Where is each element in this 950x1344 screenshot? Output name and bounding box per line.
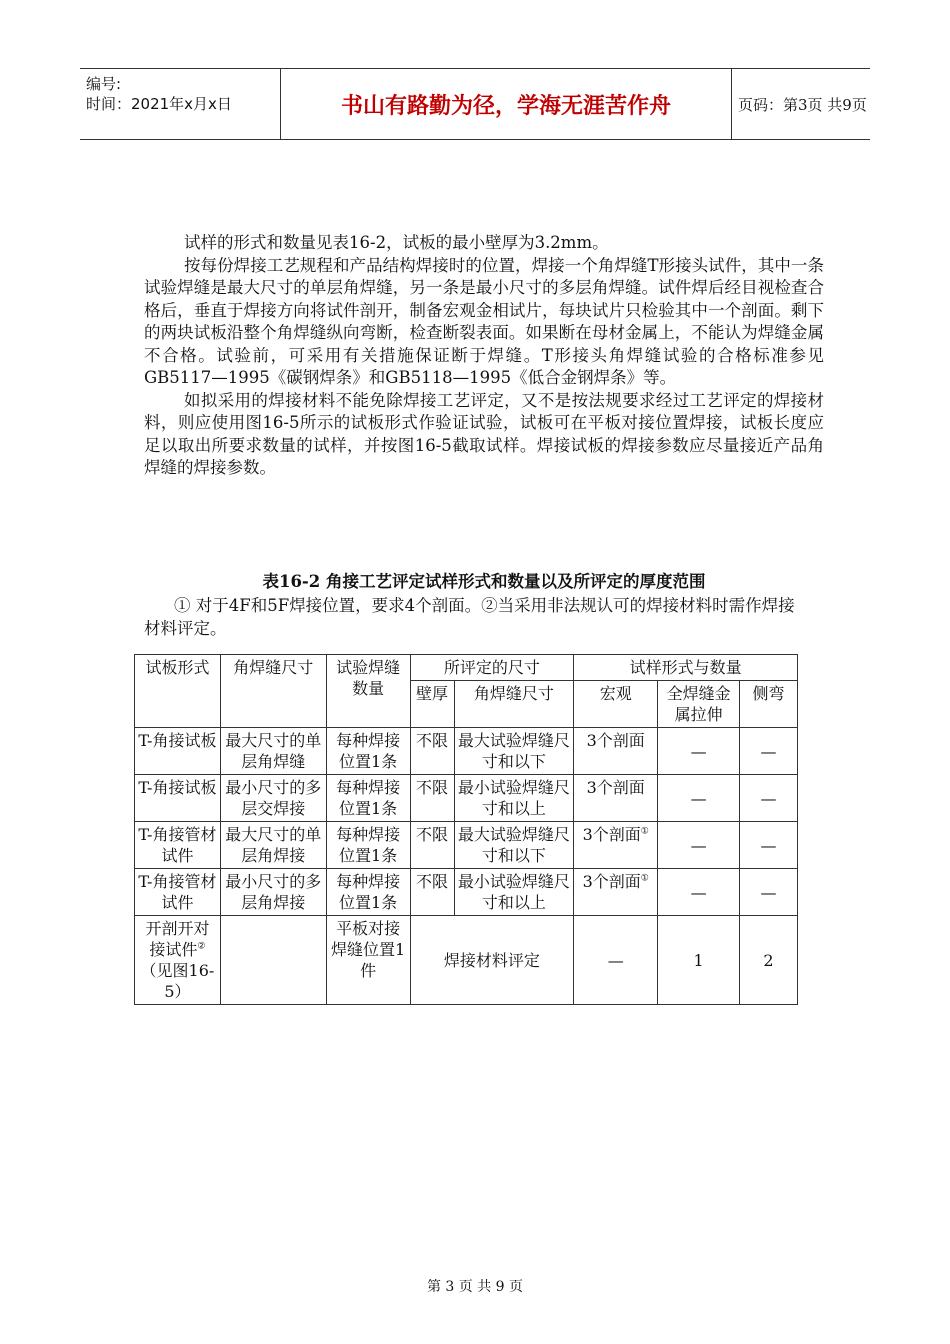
cell-count: 每种焊接位置1条 xyxy=(326,775,410,822)
cell-tensile: — xyxy=(658,869,740,916)
paragraph-2: 按每份焊接工艺规程和产品结构焊接时的位置，焊接一个角焊缝T形接头试件，其中一条试验焊缝是最大尺寸的单层角焊缝，另一条是最小尺寸的多层角焊缝。试件焊后经目视检查合格后，垂直于焊接方向将试件剖开，制备宏观金相试片，每块试片只检验其中一个剖面。剩下的两块试板沿整个角焊缝纵向弯断，检查断裂表面。如果断在母材金属上，不能认为焊缝金属不合格。试验前，可采用有关措施保证断于焊缝。T形接头角焊缝试验的合格标准参见GB5117—1995《碳钢焊条》和GB5118—1995《低合金钢焊条》等。 xyxy=(144,255,824,387)
cell-bend: 2 xyxy=(740,916,798,1005)
cell-macro xyxy=(574,822,658,869)
cell-tensile: — xyxy=(658,728,740,775)
table-row xyxy=(135,869,798,916)
macro-text: 3个剖面 xyxy=(582,825,641,844)
cell-form: T-角接管材试件 xyxy=(135,822,221,869)
macro-text: 3个剖面 xyxy=(586,778,645,797)
cell-fillet: 最小试验焊缝尺寸和以上 xyxy=(454,869,574,916)
header-fillet-size-sub: 角焊缝尺寸 xyxy=(454,681,574,728)
cell-form: T-角接试板 xyxy=(135,728,221,775)
cell-size: 最大尺寸的单层角焊缝 xyxy=(220,728,326,775)
cell-fillet: 最大试验焊缝尺寸和以下 xyxy=(454,822,574,869)
form-text: 开剖开对接试件 xyxy=(145,919,210,959)
table-title: 表16-2 角接工艺评定试样形式和数量以及所评定的厚度范围 xyxy=(262,572,706,591)
page-header xyxy=(80,68,870,140)
macro-footnote: ① xyxy=(640,873,649,884)
cell-wall: 不限 xyxy=(410,775,454,822)
table-notes: ① 对于4F和5F焊接位置，要求4个剖面。②当采用非法规认可的焊接材料时需作焊接材料评定。 xyxy=(144,596,795,638)
cell-bend: — xyxy=(740,728,798,775)
spec-table xyxy=(134,654,798,1005)
header-fillet-size: 角焊缝尺寸 xyxy=(220,655,326,728)
cell-merged-material: 焊接材料评定 xyxy=(410,916,574,1005)
table-row xyxy=(135,728,798,775)
cell-size: 最小尺寸的多层交焊接 xyxy=(220,775,326,822)
table-row-last xyxy=(135,916,798,1005)
macro-footnote: ① xyxy=(640,826,649,837)
header-side-bend: 侧弯 xyxy=(740,681,798,728)
cell-fillet: 最大试验焊缝尺寸和以下 xyxy=(454,728,574,775)
cell-macro xyxy=(574,869,658,916)
header-weld-count: 试验焊缝数量 xyxy=(326,655,410,728)
cell-macro xyxy=(574,775,658,822)
form-footnote: ② xyxy=(197,941,206,952)
cell-wall: 不限 xyxy=(410,869,454,916)
page-footer: 第 3 页 共 9 页 xyxy=(426,1279,524,1295)
paragraph-1: 试样的形式和数量见表16-2，试板的最小壁厚为3.2mm。 xyxy=(184,233,609,252)
cell-count: 每种焊接位置1条 xyxy=(326,728,410,775)
cell-tensile: — xyxy=(658,822,740,869)
paragraph-3: 如拟采用的焊接材料不能免除焊接工艺评定，又不是按法规要求经过工艺评定的焊接材料，则应使用图16-5所示的试板形式作验证试验，试板可在平板对接位置焊接，试板长度应足以取出所要求数量的试样，并按图16-5截取试样。焊接试板的焊接参数应尽量接近产品角焊缝的焊接参数。 xyxy=(144,390,824,477)
cell-size: 最小尺寸的多层角焊接 xyxy=(220,869,326,916)
cell-bend: — xyxy=(740,869,798,916)
header-motto: 书山有路勤为径，学海无涯苦作舟 xyxy=(280,69,732,139)
table-row xyxy=(135,775,798,822)
cell-size: 最大尺寸的单层角焊接 xyxy=(220,822,326,869)
cell-macro xyxy=(574,728,658,775)
form-tail: （见图16-5） xyxy=(140,961,215,1001)
cell-wall: 不限 xyxy=(410,728,454,775)
cell-bend: — xyxy=(740,775,798,822)
cell-count: 平板对接焊缝位置1件 xyxy=(326,916,410,1005)
cell-macro: — xyxy=(574,916,658,1005)
header-evaluated-size: 所评定的尺寸 xyxy=(410,655,574,681)
cell-tensile: 1 xyxy=(658,916,740,1005)
cell-size-empty xyxy=(220,916,326,1005)
macro-text: 3个剖面 xyxy=(582,872,641,891)
table-row xyxy=(135,822,798,869)
cell-bend: — xyxy=(740,822,798,869)
document-time-label: 时间：2021年x月x日 xyxy=(86,95,232,113)
header-page-label: 页码：第3页 共9页 xyxy=(738,95,867,114)
cell-fillet: 最小试验焊缝尺寸和以上 xyxy=(454,775,574,822)
body-text xyxy=(144,232,824,480)
header-macro: 宏观 xyxy=(574,681,658,728)
header-meta xyxy=(80,69,280,139)
header-specimen: 试样形式与数量 xyxy=(574,655,798,681)
cell-form: T-角接试板 xyxy=(135,775,221,822)
macro-text: 3个剖面 xyxy=(586,731,645,750)
cell-form xyxy=(135,916,221,1005)
table-header-row xyxy=(135,655,798,681)
header-all-weld-tensile: 全焊缝金属拉伸 xyxy=(658,681,740,728)
document-number-label: 编号: xyxy=(86,75,122,93)
cell-form: T-角接管材试件 xyxy=(135,869,221,916)
header-plate-form: 试板形式 xyxy=(135,655,221,728)
header-wall-thickness: 壁厚 xyxy=(410,681,454,728)
cell-wall: 不限 xyxy=(410,822,454,869)
cell-tensile: — xyxy=(658,775,740,822)
cell-count: 每种焊接位置1条 xyxy=(326,822,410,869)
cell-count: 每种焊接位置1条 xyxy=(326,869,410,916)
